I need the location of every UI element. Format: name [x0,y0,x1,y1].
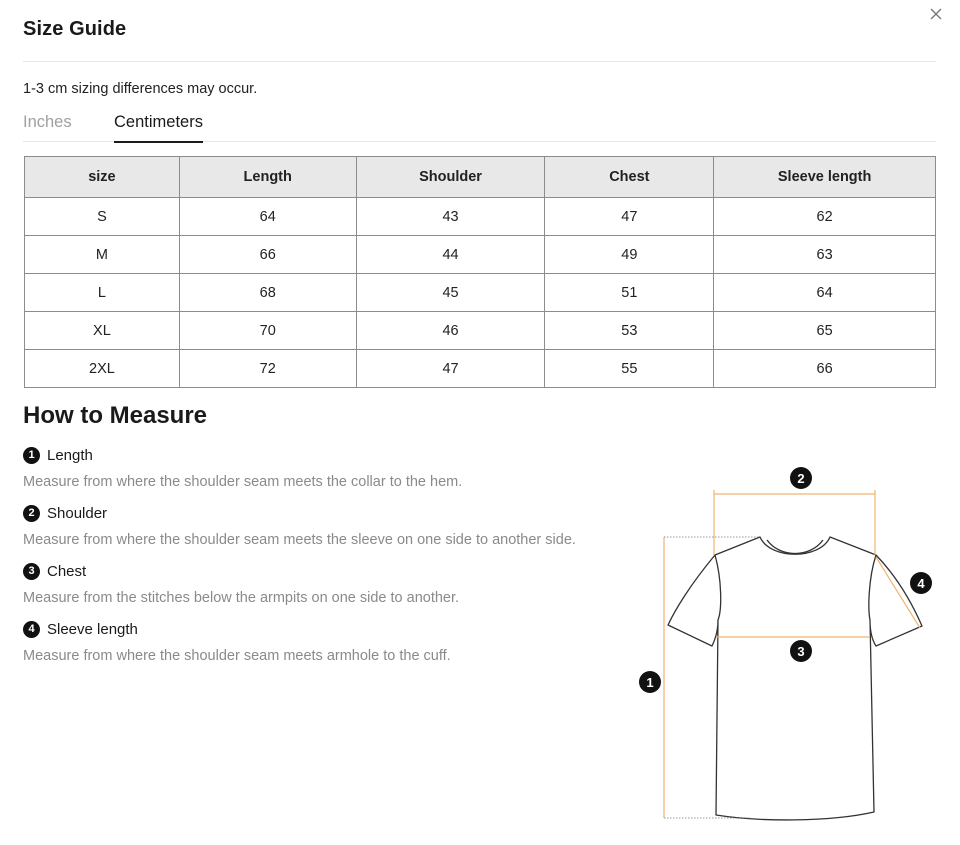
unit-tabs [23,108,936,142]
cell-length: 66 [179,236,356,274]
sizing-note: 1-3 cm sizing differences may occur. [23,81,258,97]
measure-label: Shoulder [47,504,108,522]
cell-chest: 51 [545,274,714,312]
table-row [25,312,936,350]
measure-description: Measure from the stitches below the armpits on one side to another. [23,590,460,606]
badge-2-icon [790,467,812,489]
dialog-title: Size Guide [23,18,127,40]
cell-size: L [25,274,180,312]
tab-inches[interactable]: Inches [23,113,72,131]
table-row [25,198,936,236]
cell-size: S [25,198,180,236]
measure-description: Measure from where the shoulder seam meets the sleeve on one side to another side. [23,532,576,548]
cell-shoulder: 45 [356,274,545,312]
header-length: Length [179,157,356,198]
badge-1-icon [639,671,661,693]
table-header-row [25,157,936,198]
cell-length: 72 [179,350,356,388]
cell-sleeve-length: 64 [714,274,936,312]
measure-description: Measure from where the shoulder seam meets the collar to the hem. [23,474,463,490]
size-table [24,156,936,388]
number-4-icon: 4 [23,621,40,638]
cell-size: XL [25,312,180,350]
cell-size: M [25,236,180,274]
header-shoulder: Shoulder [356,157,545,198]
sleeve-line [876,557,920,628]
badge-4-icon [910,572,932,594]
measure-item-chest [23,560,603,618]
cell-length: 68 [179,274,356,312]
svg-text:3: 3 [797,644,805,659]
measure-list [23,444,603,676]
cell-sleeve-length: 66 [714,350,936,388]
tab-centimeters[interactable]: Centimeters [114,113,203,143]
cell-sleeve-length: 65 [714,312,936,350]
header-size: size [25,157,180,198]
measure-label: Chest [47,562,87,580]
measure-item-shoulder [23,502,603,560]
measure-label: Length [47,446,93,464]
header-divider [23,61,936,62]
cell-length: 70 [179,312,356,350]
svg-text:2: 2 [797,471,805,486]
cell-shoulder: 46 [356,312,545,350]
cell-length: 64 [179,198,356,236]
cell-chest: 49 [545,236,714,274]
cell-shoulder: 44 [356,236,545,274]
cell-shoulder: 43 [356,198,545,236]
number-1-icon: 1 [23,447,40,464]
number-2-icon: 2 [23,505,40,522]
cell-size: 2XL [25,350,180,388]
header-chest: Chest [545,157,714,198]
tshirt-icon [668,537,922,820]
svg-text:4: 4 [917,576,925,591]
cell-shoulder: 47 [356,350,545,388]
tshirt-measurement-diagram [630,460,940,830]
cell-chest: 55 [545,350,714,388]
table-row [25,236,936,274]
table-row [25,274,936,312]
cell-sleeve-length: 62 [714,198,936,236]
header-sleeve-length: Sleeve length [714,157,936,198]
cell-chest: 47 [545,198,714,236]
close-icon[interactable] [926,4,946,24]
table-row [25,350,936,388]
svg-text:1: 1 [646,675,654,690]
how-to-measure-title: How to Measure [23,402,208,429]
cell-chest: 53 [545,312,714,350]
badge-3-icon [790,640,812,662]
measure-item-length [23,444,603,502]
measure-item-sleeve-length [23,618,603,676]
cell-sleeve-length: 63 [714,236,936,274]
measure-label: Sleeve length [47,620,138,638]
measure-description: Measure from where the shoulder seam meets armhole to the cuff. [23,648,451,664]
number-3-icon: 3 [23,563,40,580]
